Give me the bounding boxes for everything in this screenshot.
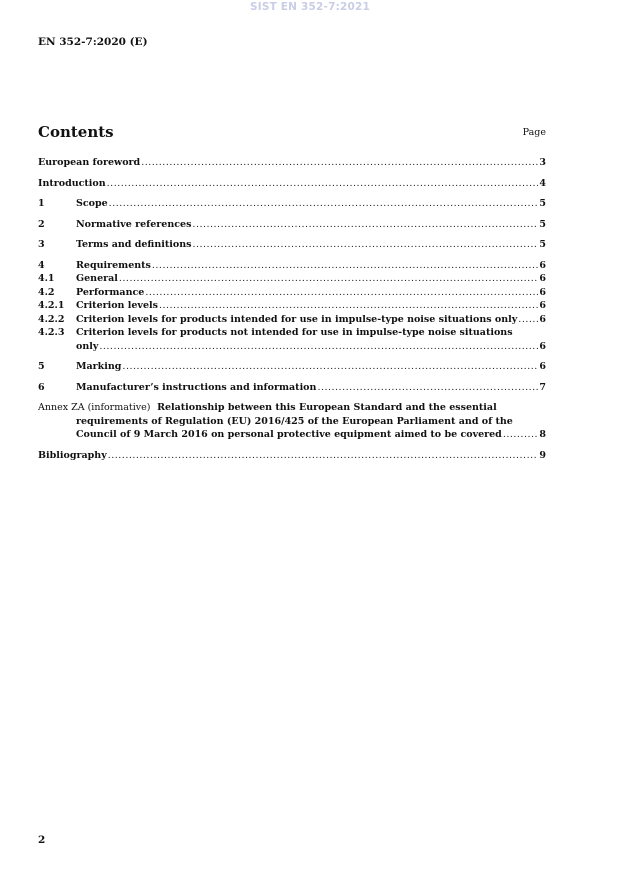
dot-leader — [192, 238, 538, 252]
toc-entry-bibliography[interactable] — [38, 449, 546, 463]
dot-leader — [141, 156, 538, 170]
dot-leader — [107, 177, 539, 191]
toc-number: 4.2.2 — [38, 313, 65, 325]
toc-entry-general[interactable] — [38, 272, 546, 286]
toc-title: Manufacturer’s instructions and information — [76, 381, 317, 393]
toc-entry-scope[interactable] — [38, 197, 546, 211]
toc-entry-normative-references[interactable] — [38, 218, 546, 232]
toc-title-line: Council of 9 March 2016 on personal protective equipment aimed to be covered — [76, 429, 502, 440]
toc-title-line: only — [76, 340, 99, 352]
dot-leader — [159, 299, 538, 313]
toc-entry-manufacturers-instructions[interactable] — [38, 381, 546, 395]
annex-label: Annex ZA (informative) — [38, 402, 151, 413]
dot-leader — [192, 218, 538, 232]
toc-page: 6 — [539, 313, 546, 325]
dot-leader — [503, 428, 539, 442]
toc-page: 7 — [539, 381, 546, 393]
toc-page: 5 — [539, 218, 546, 230]
dot-leader — [145, 286, 538, 300]
toc-entry-criterion-levels[interactable] — [38, 299, 546, 313]
toc-entry-marking[interactable] — [38, 360, 546, 374]
dot-leader — [317, 381, 538, 395]
toc-number: 4.2.1 — [38, 300, 65, 311]
toc-page: 4 — [539, 177, 546, 189]
dot-leader — [518, 313, 538, 327]
toc-number: 6 — [38, 381, 45, 393]
toc-title: Bibliography — [38, 449, 107, 461]
toc-page: 5 — [539, 239, 546, 250]
toc-page: 8 — [539, 429, 546, 440]
toc-title: Criterion levels for products intended for use in impulse-type noise situations only — [76, 313, 518, 325]
document-id: EN 352-7:2020 (E) — [38, 36, 148, 48]
toc-page: 6 — [539, 259, 546, 271]
toc-page: 3 — [539, 157, 546, 168]
toc-entry-criterion-levels-impulse[interactable] — [38, 313, 546, 327]
toc-title: Terms and definitions — [76, 239, 192, 250]
toc-number: 4 — [38, 259, 45, 271]
table-of-contents — [38, 156, 546, 462]
toc-title: Criterion levels — [76, 300, 158, 311]
toc-entry-terms-and-definitions[interactable] — [38, 238, 546, 252]
toc-number: 4.1 — [38, 273, 55, 284]
toc-title: Scope — [76, 198, 108, 209]
toc-title: European foreword — [38, 157, 141, 168]
toc-title: Introduction — [38, 177, 106, 189]
toc-entry-annex-za[interactable] — [38, 401, 546, 442]
toc-entry-european-foreword[interactable] — [38, 156, 546, 170]
toc-number: 2 — [38, 218, 45, 230]
dot-leader — [99, 340, 538, 354]
dot-leader — [109, 197, 539, 211]
toc-page: 6 — [539, 340, 546, 352]
toc-title: Marking — [76, 361, 122, 372]
toc-title: Performance — [76, 286, 145, 298]
dot-leader — [152, 259, 538, 273]
toc-entry-requirements[interactable] — [38, 259, 546, 273]
dot-leader — [119, 272, 538, 286]
toc-title-line: Relationship between this European Standard and the essential — [157, 402, 497, 413]
toc-number: 1 — [38, 198, 45, 209]
dot-leader — [122, 360, 538, 374]
toc-title-line: requirements of Regulation (EU) 2016/425 of the European Parliament and of the — [76, 415, 513, 427]
toc-entry-criterion-levels-not-impulse[interactable] — [38, 326, 546, 353]
toc-page: 6 — [539, 273, 546, 284]
toc-number: 4.2.3 — [38, 327, 65, 338]
toc-number: 5 — [38, 361, 45, 372]
toc-page: 6 — [539, 300, 546, 311]
toc-entry-performance[interactable] — [38, 286, 546, 300]
toc-number: 4.2 — [38, 286, 55, 298]
toc-entry-introduction[interactable] — [38, 177, 546, 191]
toc-page: 6 — [539, 286, 546, 298]
toc-title: Requirements — [76, 259, 151, 271]
watermark: SIST EN 352-7:2021 — [249, 1, 371, 13]
page-column-label: Page — [522, 127, 546, 138]
page-number: 2 — [38, 834, 46, 846]
toc-page: 6 — [539, 361, 546, 372]
dot-leader — [108, 449, 539, 463]
toc-page: 9 — [539, 449, 546, 461]
toc-title: General — [76, 273, 118, 284]
toc-title: Normative references — [76, 218, 192, 230]
toc-title-line: Criterion levels for products not intended for use in impulse-type noise situations — [76, 327, 513, 338]
toc-page: 5 — [539, 198, 546, 209]
contents-heading: Contents — [38, 123, 114, 141]
toc-number: 3 — [38, 239, 45, 250]
